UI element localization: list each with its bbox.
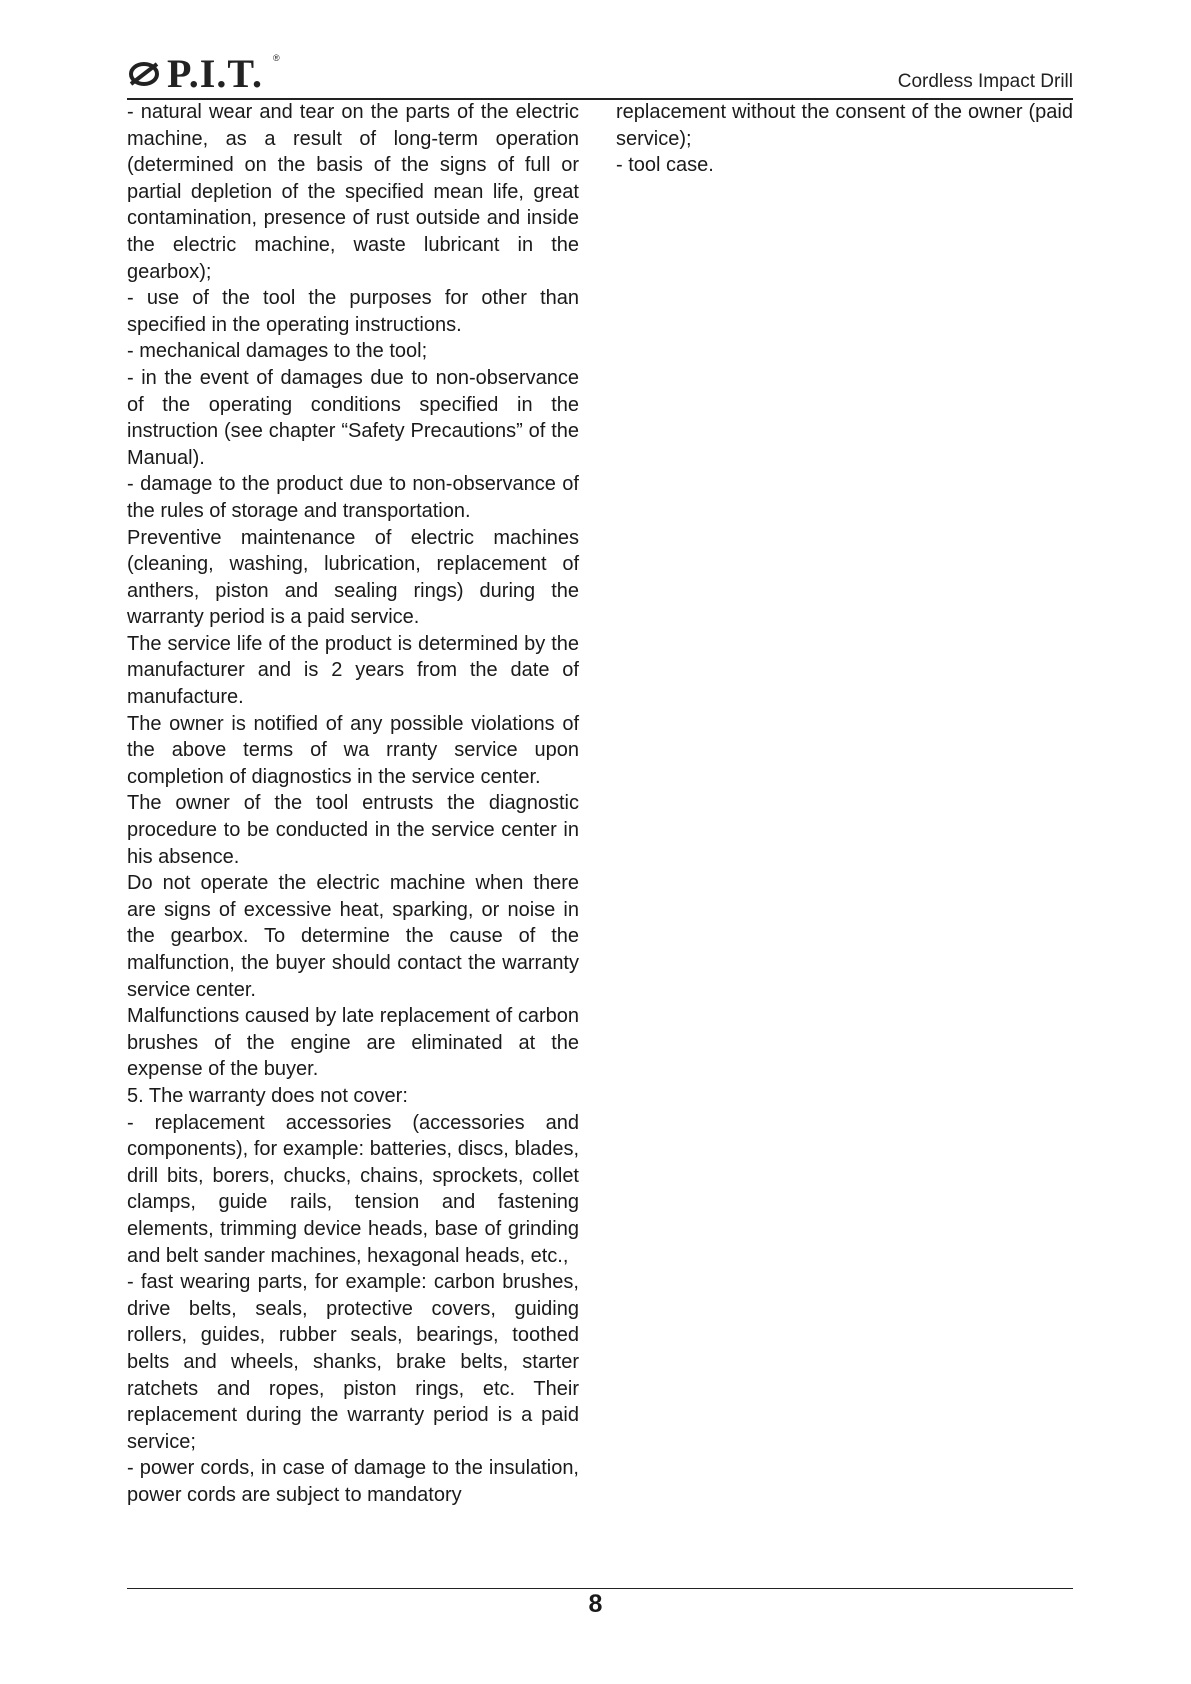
paragraph: The service life of the product is determined by the manufacturer and is 2 years from the date of manufacture. xyxy=(127,632,579,709)
paragraph: - replacement accessories (accessories and components), for example: batteries, discs, blades, drill bits, borers, chucks, chains, sprockets, collet clamps, guide rails, tension and fastening elements, trimming device heads, base of grinding and belt sander machines, hexagonal heads, etc., xyxy=(127,1111,579,1267)
paragraph: - mechanical damages to the tool; xyxy=(127,340,428,363)
paragraph: The owner of the tool entrusts the diagnostic procedure to be conducted in the service center in his absence. xyxy=(127,792,579,868)
paragraph: - natural wear and tear on the parts of the electric machine, as a result of long-term operation (determined on the basis of the signs of full or partial depletion of the specified mean life, great contamination, presence of rust outside and inside the electric machine, waste lubricant in the gearbox); xyxy=(127,101,579,283)
paragraph: - damage to the product due to non-observance of the rules of storage and transportation. xyxy=(127,473,579,522)
brand-name: P.I.T. xyxy=(167,51,264,96)
paragraph: Malfunctions caused by late replacement of carbon brushes of the engine are eliminated at the expense of the buyer. xyxy=(127,1005,579,1081)
registered-mark: ® xyxy=(273,53,280,63)
left-column xyxy=(127,99,579,1508)
paragraph: - tool case. xyxy=(616,154,714,177)
paragraph: - power cords, in case of damage to the insulation, power cords are subject to mandatory xyxy=(127,1457,579,1506)
footer-divider xyxy=(127,1588,1073,1589)
right-column xyxy=(616,99,1073,179)
page-number: 8 xyxy=(588,1590,603,1618)
paragraph: replacement without the consent of the owner (paid service); xyxy=(616,101,1073,150)
paragraph: Do not operate the electric machine when there are signs of excessive heat, sparking, or noise in the gearbox. To determine the cause of the malfunction, the buyer should contact the warranty service center. xyxy=(127,872,579,1001)
paragraph: The owner is notified of any possible violations of the above terms of wa rranty service upon completion of diagnostics in the service center. xyxy=(127,712,579,788)
paragraph: - in the event of damages due to non-observance of the operating conditions specified in the instruction (see chapter “Safety Precautions” of the Manual). xyxy=(127,366,579,469)
paragraph: - fast wearing parts, for example: carbon brushes, drive belts, seals, protective covers, guiding rollers, guides, rubber seals, bearings, toothed belts and wheels, shanks, brake belts, starter ratchets and ropes, piston rings, etc. Their replacement during the warranty period is a paid service; xyxy=(127,1271,579,1453)
document-title: Cordless Impact Drill xyxy=(897,71,1073,92)
paragraph: - use of the tool the purposes for other than specified in the operating instructions. xyxy=(127,287,579,336)
brand-logo xyxy=(127,52,263,96)
brand-logo-mark-icon xyxy=(127,59,161,89)
paragraph: Preventive maintenance of electric machines (cleaning, washing, lubrication, replacement of anthers, piston and sealing rings) during the warranty period is a paid service. xyxy=(127,526,579,629)
section-heading: 5. The warranty does not cover: xyxy=(127,1084,408,1107)
